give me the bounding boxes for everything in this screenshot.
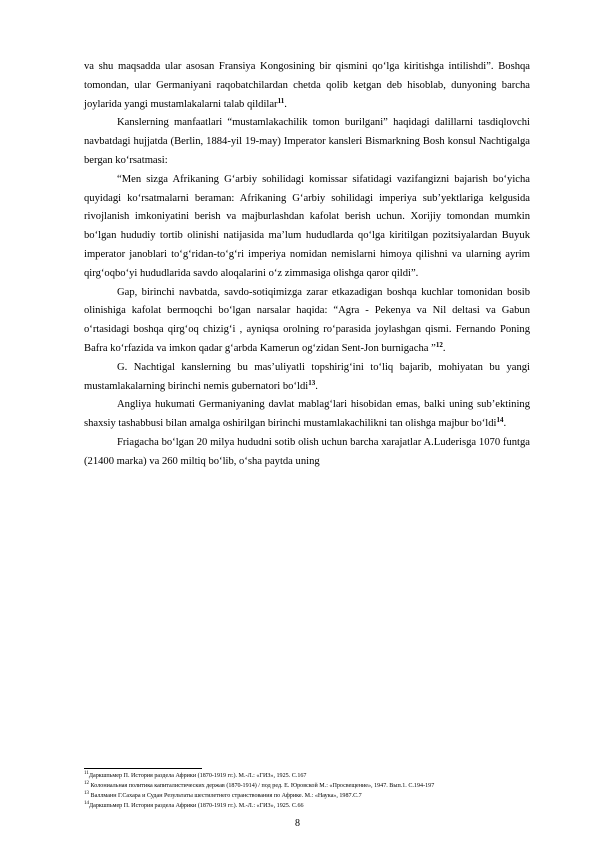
paragraph-text: Angliya hukumati Germaniyaning davlat mablag‘lari hisobidan emas, balki uning sub’ektining shaxsiy tashabbusi bilan amalga oshirilgan birinchi mustamlakachilikni tan olishga majbur bo‘ldi: [84, 399, 530, 430]
paragraph-text: G. Nachtigal kanslerning bu mas’uliyatli topshirig‘ini to‘liq bajarib, mohiyatan bu yangi mustamlakalarning birinchi nemis gubernatori bo‘ldi: [84, 361, 530, 392]
paragraph: [84, 171, 530, 284]
paragraph-text: .: [315, 380, 318, 392]
paragraph-text: Gap, birinchi navbatda, savdo-sotiqimizga zarar etkazadigan boshqa kuchlar tomonidan bosib olinishiga kafolat bermoqchi bo‘lgan narsalar haqida: “Agra - Pekenya va Nil deltasi va Gabun o‘rtasidagi boshqa qirg‘oq chizig‘i , ayniqsa orolning ro‘parasida joylashgan qismi. Fernando Poning Bafra ko‘rfazida va imkon qadar g‘arbda Kamerun og‘zidan Sent-Jon burnigacha ”: [84, 286, 530, 354]
paragraph: [84, 114, 530, 170]
paragraph: [84, 284, 530, 359]
paragraph-text: “Men sizga Afrikaning G‘arbiy sohilidagi komissar sifatidagi vazifangizni bajarish bo‘yicha quyidagi ko‘rsatmalarni beraman: Afrikaning G‘arbiy sohilidagi imperiya sub’yektlariga kelgusida rivojlanish imkoniyatini berish va majburlashdan kafolat berish uchun. Xorijiy tomondan mumkin bo‘lgan hududiy tortib olinishi natijasida ma’lum hududlarda qo‘lga kiritilgan pozitsiyalardan Buyuk imperator janoblari to‘g‘ridan-to‘g‘ri imperiya nomidan nemislarni himoya qilishni va ularning ayrim qirg‘oqbo‘yi hududlarida savdo aloqalarini o‘z zimmasiga olishga qaror qildi”.: [84, 173, 530, 279]
footnote-text: Даркшпьмер П. История раздела Африки (1870-1919 гг.). М.-Л.: «ГИЗ», 1925. С.66: [89, 803, 304, 809]
footnote-number: 13: [84, 791, 89, 796]
footnote: [84, 801, 544, 811]
footnote-text: Даркшпьмер П. История раздела Африки (1870-1919 гг.). М.-Л.: «ГИЗ», 1925. С.167: [88, 773, 307, 779]
paragraph: [84, 359, 530, 397]
footnote-ref-12[interactable]: 12: [435, 340, 443, 349]
footnote-text: Валлманн Г.Сахара и Судан Результаты шестилетнего странствования по Африке. М.: «Наука», 1987.С.7: [90, 793, 362, 799]
footnote-number: 11: [84, 771, 89, 776]
paragraph-text: .: [442, 342, 446, 354]
paragraph: [84, 396, 530, 434]
footnotes: [84, 771, 544, 811]
paragraph: [84, 58, 530, 114]
footnote-text: Колониальная политика капиталистических держав (1870-1914) / под ред. Е. Юровской М.: «Просвещение», 1947. Вып.1. С.194-197: [90, 783, 435, 789]
paragraph-text: va shu maqsadda ular asosan Fransiya Kongosining bir qismini qo‘lga kiritishga intilishdi”. Boshqa tomondan, ular Germaniyani raqobatchilardan chetda qolib ketgan deb hisoblab, dunyoning barcha joylarida yangi mustamlakalarni talab qildilar: [84, 61, 530, 110]
footnote-ref-13[interactable]: 13: [308, 378, 316, 387]
footnote-ref-11[interactable]: 11: [277, 96, 285, 105]
paragraph-text: .: [284, 98, 287, 110]
footnote: [84, 781, 544, 791]
paragraph: [84, 434, 530, 472]
body-text: [84, 58, 530, 472]
page-number: 8: [295, 818, 300, 829]
footnote-ref-14[interactable]: 14: [496, 416, 504, 425]
footnote-separator: [84, 768, 202, 769]
footnote: [84, 791, 544, 801]
footnote: [84, 771, 544, 781]
footnote-number: 12: [84, 781, 89, 786]
paragraph-text: Friagacha bo‘lgan 20 milya hududni sotib olish uchun barcha xarajatlar A.Luderisga 1070 funtga (21400 marka) va 260 miltiq bo‘lib, o‘sha paytda uning: [84, 436, 530, 467]
paragraph-text: Kanslerning manfaatlari “mustamlakachilik tomon burilgani” haqidagi dalillarni tasdiqlovchi navbatdagi hujjatda (Berlin, 1884-yil 19-may) Imperator kansleri Bismarkning Bosh konsul Nachtigalga bergan ko‘rsatmasi:: [84, 117, 530, 166]
footnote-number: 14: [84, 801, 89, 806]
paragraph-text: .: [503, 418, 507, 430]
